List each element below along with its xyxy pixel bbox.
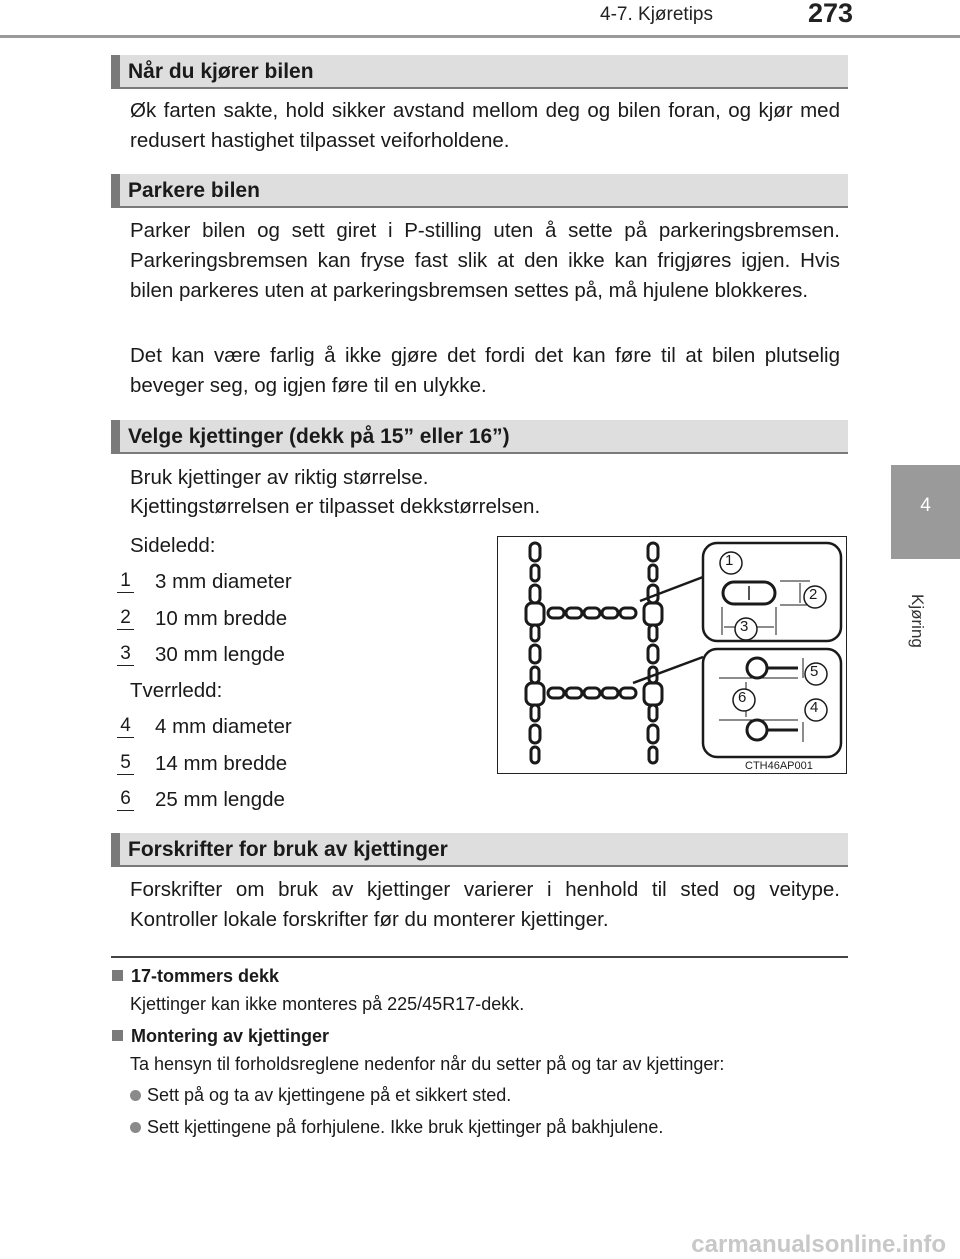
chain-illustration	[498, 537, 845, 772]
spec-number: 6	[117, 788, 134, 811]
chains-line-2: Kjettingstørrelsen er tilpasset dekkstørrelsen.	[130, 495, 541, 518]
callout-label: 5	[810, 663, 819, 680]
note-heading-text: 17-tommers dekk	[131, 966, 280, 986]
square-bullet-icon	[112, 1030, 123, 1041]
header-rule	[0, 35, 960, 38]
chapter-tab-label: Kjøring	[908, 594, 927, 648]
footer-watermark: carmanualsonline.info	[691, 1231, 946, 1258]
note-heading-mounting	[112, 1026, 329, 1047]
chain-figure	[497, 536, 847, 774]
callout-label: 2	[809, 586, 818, 603]
spec-number: 5	[117, 752, 134, 775]
cross-links-label: Tverrledd:	[130, 679, 223, 702]
bullet-text: Sett på og ta av kjettingene på et sikkert sted.	[147, 1085, 512, 1105]
paragraph-parking-1: Parker bilen og sett giret i P-stilling uten å sette på parkeringsbremsen. Parkeringsbremsen kan fryse fast slik at den ikke kan frigjøres igjen. Hvis bilen parkeres uten at parkeringsbremsen settes på, må hjulene blokkeres.	[130, 219, 840, 302]
spec-text: 30 mm lengde	[155, 643, 285, 666]
section-heading-text: Forskrifter for bruk av kjettinger	[128, 838, 448, 861]
notes-separator	[111, 956, 848, 958]
callout-label: 4	[810, 699, 819, 716]
callout-label: 3	[740, 618, 749, 635]
chapter-tab-number: 4	[920, 495, 931, 516]
spec-number: 3	[117, 643, 134, 666]
header-section-title: 4-7. Kjøretips	[600, 4, 713, 25]
side-links-label: Sideledd:	[130, 534, 216, 557]
spec-text: 3 mm diameter	[155, 570, 292, 593]
callout-label: 6	[738, 689, 747, 706]
paragraph-regulations: Forskrifter om bruk av kjettinger varierer i henhold til sted og veitype. Kontroller lokale forskrifter før du monterer kjettinger.	[130, 878, 840, 931]
round-bullet-icon	[130, 1090, 141, 1101]
section-heading-parking	[111, 174, 848, 208]
spec-text: 10 mm bredde	[155, 607, 288, 630]
bullet-text: Sett kjettingene på forhjulene. Ikke bruk kjettinger på bakhjulene.	[147, 1117, 664, 1137]
paragraph-parking-2: Det kan være farlig å ikke gjøre det fordi det kan føre til at bilen plutselig beveger seg, og igjen føre til en ulykke.	[130, 344, 840, 397]
section-heading-regulations	[111, 833, 848, 867]
footer	[0, 1229, 960, 1257]
note-heading-17inch	[112, 966, 279, 987]
spec-number: 1	[117, 570, 134, 593]
note-heading-text: Montering av kjettinger	[131, 1026, 330, 1046]
square-bullet-icon	[112, 970, 123, 981]
note-text-17inch: Kjettinger kan ikke monteres på 225/45R17-dekk.	[130, 994, 525, 1014]
section-heading-driving	[111, 55, 848, 89]
bullet-item	[130, 1117, 663, 1138]
round-bullet-icon	[130, 1122, 141, 1133]
figure-code: CTH46AP001	[745, 760, 813, 772]
spec-text: 25 mm lengde	[155, 788, 285, 811]
note-text-mounting: Ta hensyn til forholdsreglene nedenfor når du setter på og tar av kjettinger:	[130, 1054, 725, 1074]
page-number: 273	[808, 0, 854, 28]
paragraph-driving: Øk farten sakte, hold sikker avstand mellom deg og bilen foran, og kjør med redusert hastighet tilpasset veiforholdene.	[130, 99, 840, 152]
spec-number: 2	[117, 607, 134, 630]
chapter-tab	[891, 465, 960, 559]
spec-text: 4 mm diameter	[155, 715, 292, 738]
bullet-item	[130, 1085, 511, 1106]
section-heading-text: Parkere bilen	[128, 179, 260, 202]
section-heading-text: Når du kjører bilen	[128, 60, 314, 83]
spec-text: 14 mm bredde	[155, 752, 288, 775]
chains-line-1: Bruk kjettinger av riktig størrelse.	[130, 466, 429, 489]
section-heading-chains	[111, 420, 848, 454]
section-heading-text: Velge kjettinger (dekk på 15” eller 16”)	[128, 425, 510, 448]
callout-label: 1	[725, 552, 734, 569]
spec-number: 4	[117, 715, 134, 738]
